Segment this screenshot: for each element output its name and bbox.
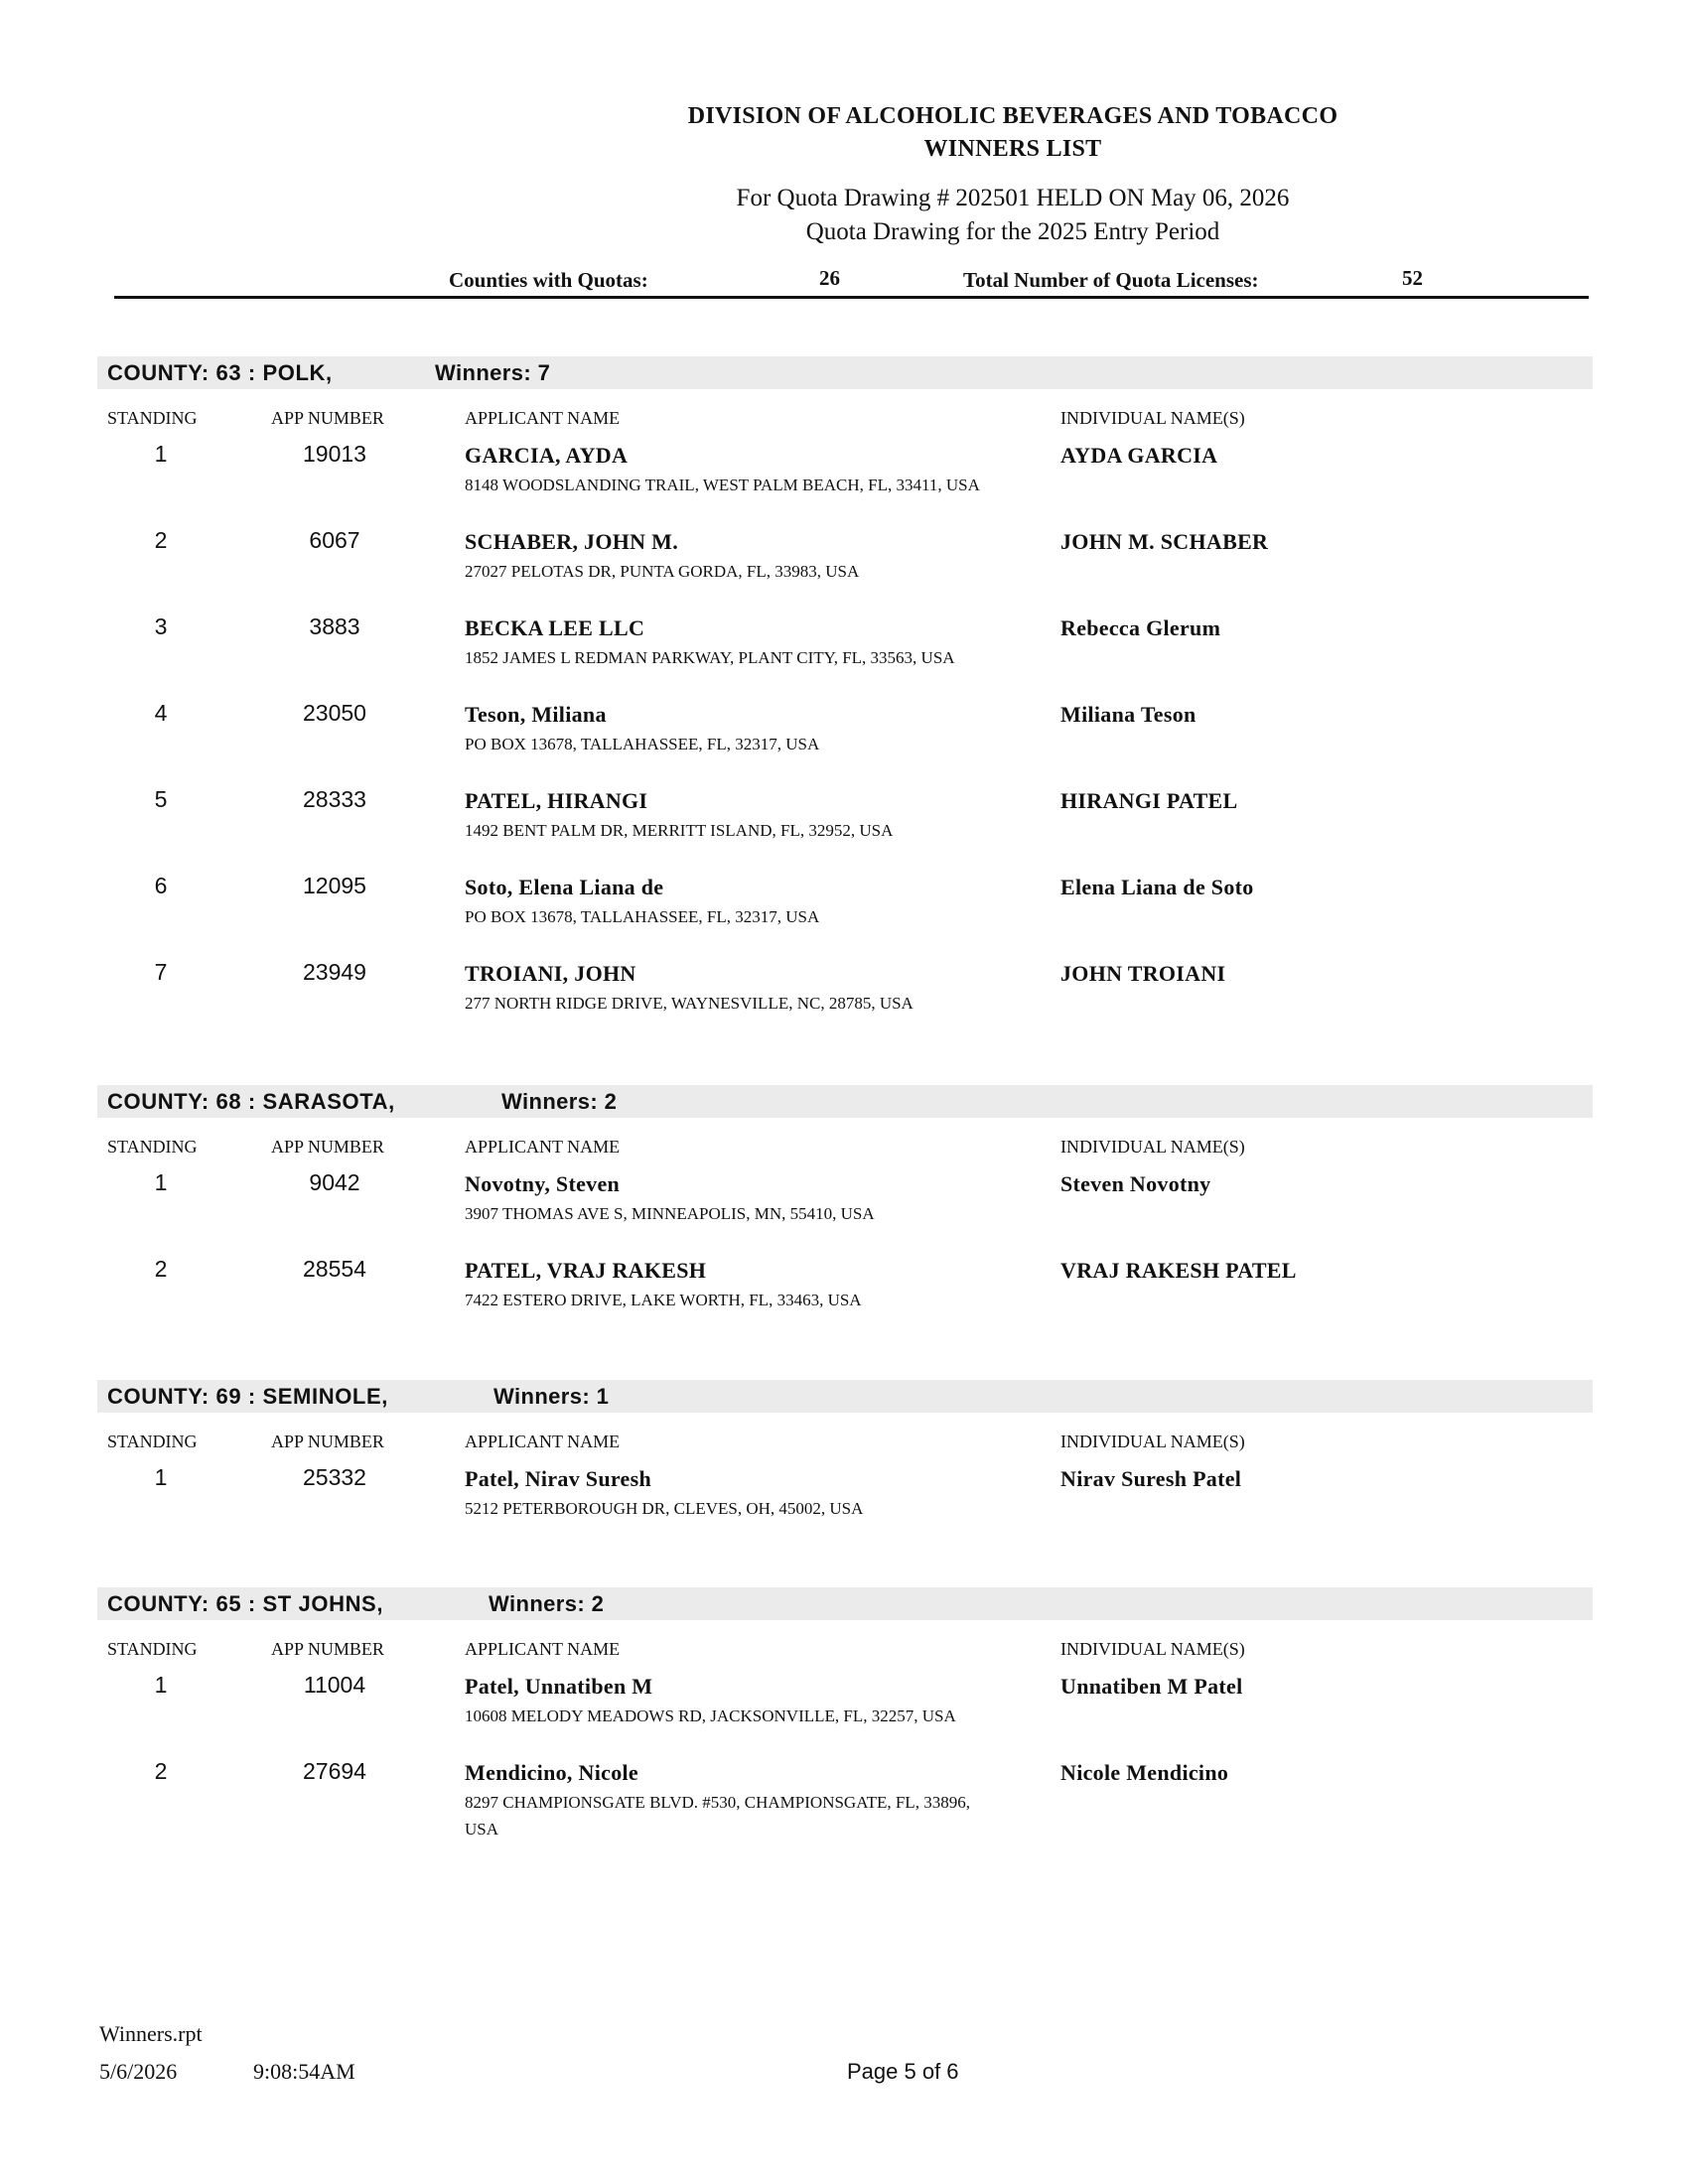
header-rule [114, 296, 1589, 299]
column-headers [97, 1413, 1593, 1456]
winner-row [97, 951, 1593, 1037]
col-standing: STANDING [107, 1639, 198, 1659]
winner-row [97, 1161, 1593, 1248]
app-number: 25332 [303, 1464, 366, 1490]
individual-name: Rebecca Glerum [1060, 615, 1221, 640]
applicant-name: Novotny, Steven [465, 1171, 621, 1196]
individual-name: Steven Novotny [1060, 1171, 1211, 1196]
winner-row [97, 865, 1593, 951]
standing: 6 [154, 873, 168, 898]
standing: 4 [154, 700, 168, 726]
col-individual-names: INDIVIDUAL NAME(S) [1060, 1432, 1245, 1451]
standing: 2 [154, 1256, 168, 1282]
winner-row [97, 1750, 1593, 1837]
county-winners: Winners: 7 [435, 360, 551, 385]
standing: 2 [154, 1758, 168, 1784]
county-name: COUNTY: 68 : SARASOTA, [107, 1089, 395, 1114]
individual-name: Elena Liana de Soto [1060, 875, 1254, 899]
applicant-name: Soto, Elena Liana de [465, 875, 664, 899]
individual-name: Nicole Mendicino [1060, 1760, 1229, 1785]
entry-period: Quota Drawing for the 2025 Entry Period [805, 218, 1220, 245]
county-name: COUNTY: 69 : SEMINOLE, [107, 1384, 388, 1409]
app-number: 28333 [303, 786, 366, 812]
licenses-value: 52 [1402, 266, 1423, 290]
col-applicant-name: APPLICANT NAME [465, 408, 621, 428]
standing: 5 [154, 786, 168, 812]
county-winners: Winners: 1 [493, 1384, 610, 1409]
applicant-address: 277 NORTH RIDGE DRIVE, WAYNESVILLE, NC, 28785, USA [465, 994, 914, 1013]
applicant-address: 7422 ESTERO DRIVE, LAKE WORTH, FL, 33463, USA [465, 1291, 862, 1309]
column-headers [97, 1118, 1593, 1161]
applicant-name: SCHABER, JOHN M. [465, 529, 679, 554]
counties-label: Counties with Quotas: [449, 268, 648, 292]
column-headers [97, 1620, 1593, 1664]
app-number: 28554 [303, 1256, 366, 1282]
column-headers [97, 389, 1593, 433]
county-section [97, 1085, 1593, 1334]
standing: 1 [154, 1464, 168, 1490]
col-app-number: APP NUMBER [271, 1639, 384, 1659]
county-header [97, 356, 1593, 389]
print-time: 9:08:54AM [253, 2059, 355, 2084]
applicant-name: BECKA LEE LLC [465, 615, 645, 640]
individual-name: AYDA GARCIA [1060, 443, 1218, 468]
applicant-name: GARCIA, AYDA [465, 443, 629, 468]
county-winners: Winners: 2 [501, 1089, 618, 1114]
applicant-address: 5212 PETERBOROUGH DR, CLEVES, OH, 45002, USA [465, 1499, 864, 1518]
app-number: 23949 [303, 959, 366, 985]
applicant-address: 8148 WOODSLANDING TRAIL, WEST PALM BEACH, FL, 33411, USA [465, 476, 980, 494]
winner-row [97, 433, 1593, 519]
county-name: COUNTY: 63 : POLK, [107, 360, 333, 385]
page-number: Page 5 of 6 [847, 2059, 959, 2084]
app-number: 12095 [303, 873, 366, 898]
individual-name: Nirav Suresh Patel [1060, 1466, 1242, 1491]
winner-row [97, 606, 1593, 692]
winner-row [97, 519, 1593, 606]
individual-name: VRAJ RAKESH PATEL [1060, 1258, 1297, 1283]
standing: 1 [154, 1672, 168, 1698]
report-filename: Winners.rpt [99, 2021, 203, 2046]
winner-row [97, 1456, 1593, 1543]
app-number: 11004 [303, 1672, 366, 1698]
winner-row [97, 778, 1593, 865]
applicant-address: 3907 THOMAS AVE S, MINNEAPOLIS, MN, 55410, USA [465, 1204, 875, 1223]
applicant-address: 10608 MELODY MEADOWS RD, JACKSONVILLE, FL, 32257, USA [465, 1706, 956, 1725]
applicant-address: PO BOX 13678, TALLAHASSEE, FL, 32317, USA [465, 735, 820, 753]
standing: 3 [154, 614, 168, 639]
individual-name: JOHN TROIANI [1060, 961, 1226, 986]
col-individual-names: INDIVIDUAL NAME(S) [1060, 1639, 1245, 1659]
col-standing: STANDING [107, 1432, 198, 1451]
county-header [97, 1085, 1593, 1118]
winner-row [97, 692, 1593, 778]
applicant-name: PATEL, HIRANGI [465, 788, 648, 813]
applicant-name: PATEL, VRAJ RAKESH [465, 1258, 707, 1283]
applicant-address: PO BOX 13678, TALLAHASSEE, FL, 32317, USA [465, 907, 820, 926]
applicant-name: Patel, Unnatiben M [465, 1674, 653, 1699]
winner-row [97, 1248, 1593, 1334]
individual-name: HIRANGI PATEL [1060, 788, 1238, 813]
standing: 2 [154, 527, 168, 553]
col-app-number: APP NUMBER [271, 408, 384, 428]
col-applicant-name: APPLICANT NAME [465, 1432, 621, 1451]
applicant-address: 1492 BENT PALM DR, MERRITT ISLAND, FL, 32952, USA [465, 821, 894, 840]
county-name: COUNTY: 65 : ST JOHNS, [107, 1591, 384, 1616]
app-number: 9042 [309, 1169, 360, 1195]
report-subtitle: WINNERS LIST [923, 136, 1102, 162]
col-standing: STANDING [107, 1137, 198, 1157]
standing: 1 [154, 1169, 168, 1195]
winner-row [97, 1664, 1593, 1750]
app-number: 23050 [303, 700, 366, 726]
col-applicant-name: APPLICANT NAME [465, 1639, 621, 1659]
app-number: 6067 [309, 527, 360, 553]
applicant-address: 8297 CHAMPIONSGATE BLVD. #530, CHAMPIONSGATE, FL, 33896, USA [465, 1793, 970, 1839]
applicant-name: TROIANI, JOHN [465, 961, 636, 986]
applicant-name: Mendicino, Nicole [465, 1760, 638, 1785]
applicant-address: 27027 PELOTAS DR, PUNTA GORDA, FL, 33983, USA [465, 562, 860, 581]
drawing-info: For Quota Drawing # 202501 HELD ON May 06, 2026 [736, 185, 1290, 211]
county-section [97, 356, 1593, 1037]
applicant-name: Patel, Nirav Suresh [465, 1466, 652, 1491]
county-section [97, 1587, 1593, 1837]
app-number: 3883 [309, 614, 360, 639]
individual-name: Unnatiben M Patel [1060, 1674, 1243, 1699]
licenses-label: Total Number of Quota Licenses: [963, 268, 1259, 292]
county-header [97, 1587, 1593, 1620]
county-winners: Winners: 2 [489, 1591, 605, 1616]
app-number: 27694 [303, 1758, 366, 1784]
county-header [97, 1380, 1593, 1413]
standing: 1 [154, 441, 168, 467]
applicant-name: Teson, Miliana [465, 702, 607, 727]
col-applicant-name: APPLICANT NAME [465, 1137, 621, 1157]
col-app-number: APP NUMBER [271, 1432, 384, 1451]
individual-name: JOHN M. SCHABER [1060, 529, 1269, 554]
county-section [97, 1380, 1593, 1543]
col-individual-names: INDIVIDUAL NAME(S) [1060, 408, 1245, 428]
app-number: 19013 [303, 441, 366, 467]
counties-value: 26 [819, 266, 840, 290]
col-standing: STANDING [107, 408, 198, 428]
report-title: DIVISION OF ALCOHOLIC BEVERAGES AND TOBACCO [687, 103, 1338, 129]
applicant-address: 1852 JAMES L REDMAN PARKWAY, PLANT CITY, FL, 33563, USA [465, 648, 955, 667]
standing: 7 [154, 959, 168, 985]
print-date: 5/6/2026 [99, 2059, 178, 2084]
col-app-number: APP NUMBER [271, 1137, 384, 1157]
col-individual-names: INDIVIDUAL NAME(S) [1060, 1137, 1245, 1157]
individual-name: Miliana Teson [1060, 702, 1196, 727]
